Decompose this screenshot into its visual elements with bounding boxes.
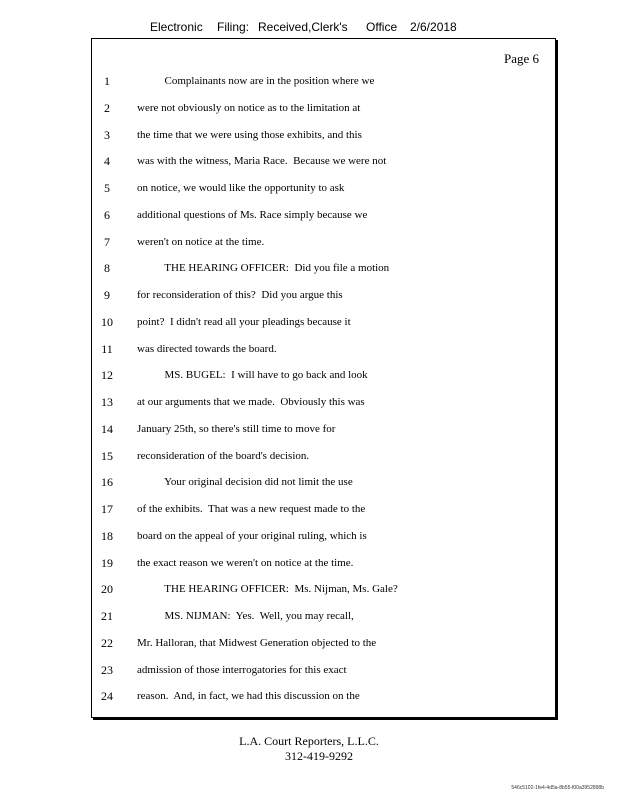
filing-stamp-header	[0, 20, 618, 38]
transcript-line: additional questions of Ms. Race simply because we	[137, 208, 368, 221]
filing-word: 2/6/2018	[410, 20, 457, 34]
line-number: 20	[101, 582, 113, 597]
transcript-line: on notice, we would like the opportunity to ask	[137, 182, 345, 194]
transcript-line: weren't on notice at the time.	[137, 235, 265, 248]
filing-word: Office	[366, 20, 398, 34]
transcript-line: January 25th, so there's still time to move for	[137, 422, 336, 435]
transcript-line: the time that we were using those exhibits, and this	[137, 128, 362, 141]
transcript-line: the exact reason we weren't on notice at the time.	[137, 556, 354, 569]
line-number: 2	[104, 100, 110, 115]
line-number: 19	[101, 555, 113, 570]
line-number: 4	[104, 154, 110, 169]
line-number: 9	[104, 288, 110, 302]
line-number: 16	[101, 475, 113, 490]
line-number: 17	[101, 502, 113, 516]
transcript-line: reconsideration of the board's decision.	[137, 449, 310, 462]
line-number: 8	[104, 261, 110, 276]
court-reporter-phone: 312-419-9292	[285, 749, 353, 763]
transcript-line: admission of those interrogatories for this exact	[137, 663, 347, 676]
line-number: 24	[101, 689, 113, 704]
transcript-line: point? I didn't read all your pleadings because it	[137, 315, 351, 328]
line-number: 13	[101, 395, 113, 409]
filing-word: Filing:	[217, 20, 250, 34]
transcript-page	[91, 38, 556, 718]
line-number: 11	[101, 341, 113, 356]
line-number: 14	[101, 421, 113, 436]
page-number: Page 6	[503, 51, 539, 66]
transcript-line: was with the witness, Maria Race. Because we were not	[137, 155, 387, 168]
transcript-line: for reconsideration of this? Did you argue this	[137, 289, 343, 301]
line-number: 7	[104, 234, 110, 249]
transcript-line: was directed towards the board.	[137, 342, 277, 355]
transcript-line: were not obviously on notice as to the limitation at	[137, 101, 361, 114]
line-number: 12	[101, 368, 113, 383]
line-number: 3	[104, 127, 110, 142]
transcript-line: Mr. Halloran, that Midwest Generation objected to the	[137, 636, 377, 649]
transcript-line: THE HEARING OFFICER: Did you file a motion	[137, 262, 390, 275]
line-number: 21	[101, 609, 113, 623]
transcript-line: Your original decision did not limit the use	[137, 476, 353, 489]
transcript-line: MS. BUGEL: I will have to go back and look	[137, 369, 368, 382]
line-number: 23	[101, 662, 113, 677]
transcript-line: MS. NIJMAN: Yes. Well, you may recall,	[137, 610, 354, 622]
filing-word: Received,Clerk's	[258, 20, 348, 34]
line-number: 18	[101, 528, 113, 543]
filing-word: Electronic	[150, 20, 203, 34]
line-number: 22	[101, 635, 113, 650]
transcript-line: board on the appeal of your original ruling, which is	[137, 529, 367, 542]
transcript-line: reason. And, in fact, we had this discussion on the	[137, 690, 360, 703]
transcript-line: Complainants now are in the position where we	[137, 75, 375, 87]
court-reporter-name: L.A. Court Reporters, L.L.C.	[239, 734, 379, 748]
line-number: 6	[104, 207, 110, 222]
transcript-line: THE HEARING OFFICER: Ms. Nijman, Ms. Gale?	[137, 583, 398, 596]
line-number: 10	[101, 314, 113, 329]
document-id: 546c5102-1fe4-4d5a-8b55-f00a3952898b	[511, 785, 604, 791]
line-number: 15	[101, 448, 113, 463]
transcript-line: at our arguments that we made. Obviously this was	[137, 396, 365, 408]
line-number: 5	[104, 181, 110, 195]
transcript-line: of the exhibits. That was a new request made to the	[137, 503, 366, 515]
line-number: 1	[104, 74, 110, 88]
